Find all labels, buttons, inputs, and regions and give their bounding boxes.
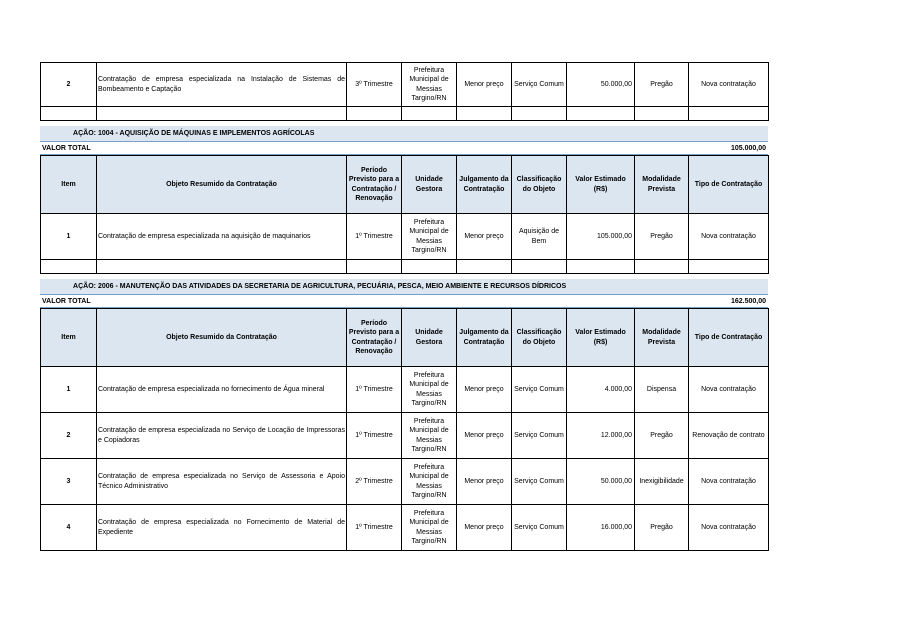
classificacao-cell: Serviço Comum [512,459,567,505]
valor-cell: 4.000,00 [567,367,635,413]
top-table [40,62,769,121]
header-classificacao: Classificação do Objeto [512,309,567,367]
modalidade-cell: Pregão [635,413,689,459]
header-unidade: Unidade Gestora [402,309,457,367]
julgamento-cell: Menor preço [457,413,512,459]
header-valor: Valor Estimado (R$) [567,309,635,367]
valor-cell: 50.000,00 [567,459,635,505]
header-julgamento: Julgamento da Contratação [457,309,512,367]
header-item: Item [41,156,97,214]
procurement-plan-sheet [40,0,768,551]
header-item: Item [41,309,97,367]
modalidade-cell: Inexigibilidade [635,459,689,505]
periodo-cell: 2º Trimestre [347,459,402,505]
empty-row [41,260,769,274]
modalidade-cell: Pregão [635,505,689,551]
header-julgamento: Julgamento da Contratação [457,156,512,214]
valor-total-bar [40,295,768,308]
unidade-cell: Prefeitura Municipal de Messias Targino/RN [402,505,457,551]
valor-cell: 50.000,00 [567,63,635,107]
acao-bar [40,126,768,142]
item-cell: 1 [41,367,97,413]
tipo-cell: Nova contratação [689,214,769,260]
periodo-cell: 1º Trimestre [347,413,402,459]
header-objeto: Objeto Resumido da Contratação [97,156,347,214]
valor-total-amount: 162.500,00 [730,297,766,305]
table-row [41,459,769,505]
acao-bar [40,279,768,295]
periodo-cell: 1º Trimestre [347,214,402,260]
empty-row [41,107,769,121]
valor-cell: 105.000,00 [567,214,635,260]
header-modalidade: Modalidade Prevista [635,309,689,367]
header-row [41,156,769,214]
header-periodo: Período Previsto para a Contratação / Renovação [347,309,402,367]
table-row [41,367,769,413]
classificacao-cell: Aquisição de Bem [512,214,567,260]
item-cell: 2 [41,63,97,107]
header-valor: Valor Estimado (R$) [567,156,635,214]
periodo-cell: 1º Trimestre [347,367,402,413]
acao-title: 2006 - MANUTENÇÃO DAS ATIVIDADES DA SECRETARIA DE AGRICULTURA, PECUÁRIA, PESCA, MEIO AMBIENTE E RECURSOS DÍDRICOS [98,283,567,290]
classificacao-cell: Serviço Comum [512,413,567,459]
valor-total-label: VALOR TOTAL [42,297,91,305]
objeto-cell: Contratação de empresa especializada no Serviço de Assessoria e Apoio Técnico Administrativo [97,459,347,505]
table-row [41,214,769,260]
julgamento-cell: Menor preço [457,214,512,260]
unidade-cell: Prefeitura Municipal de Messias Targino/RN [402,367,457,413]
section-table [40,155,769,274]
classificacao-cell: Serviço Comum [512,367,567,413]
objeto-cell: Contratação de empresa especializada no Serviço de Locação de Impressoras e Copiadoras [97,413,347,459]
modalidade-cell: Pregão [635,63,689,107]
julgamento-cell: Menor preço [457,459,512,505]
julgamento-cell: Menor preço [457,63,512,107]
modalidade-cell: Pregão [635,214,689,260]
julgamento-cell: Menor preço [457,505,512,551]
valor-total-amount: 105.000,00 [730,144,766,152]
header-classificacao: Classificação do Objeto [512,156,567,214]
acao-title: 1004 - AQUISIÇÃO DE MÁQUINAS E IMPLEMENTOS AGRÍCOLAS [98,130,315,137]
header-modalidade: Modalidade Prevista [635,156,689,214]
acao-label: AÇÃO: [73,130,96,137]
objeto-cell: Contratação de empresa especializada na Instalação de Sistemas de Bombeamento e Captação [97,63,347,107]
classificacao-cell: Serviço Comum [512,505,567,551]
objeto-cell: Contratação de empresa especializada no Fornecimento de Material de Expediente [97,505,347,551]
objeto-cell: Contratação de empresa especializada no fornecimento de Água mineral [97,367,347,413]
header-tipo: Tipo de Contratação [689,309,769,367]
unidade-cell: Prefeitura Municipal de Messias Targino/RN [402,459,457,505]
unidade-cell: Prefeitura Municipal de Messias Targino/RN [402,214,457,260]
tipo-cell: Renovação de contrato [689,413,769,459]
tipo-cell: Nova contratação [689,63,769,107]
item-cell: 1 [41,214,97,260]
table-row [41,63,769,107]
valor-total-bar [40,142,768,155]
header-row [41,309,769,367]
classificacao-cell: Serviço Comum [512,63,567,107]
header-periodo: Período Previsto para a Contratação / Renovação [347,156,402,214]
periodo-cell: 1º Trimestre [347,505,402,551]
periodo-cell: 3º Trimestre [347,63,402,107]
header-tipo: Tipo de Contratação [689,156,769,214]
item-cell: 3 [41,459,97,505]
julgamento-cell: Menor preço [457,367,512,413]
table-row [41,413,769,459]
table-row [41,505,769,551]
unidade-cell: Prefeitura Municipal de Messias Targino/RN [402,63,457,107]
valor-total-label: VALOR TOTAL [42,144,91,152]
objeto-cell: Contratação de empresa especializada na aquisição de maquinarios [97,214,347,260]
tipo-cell: Nova contratação [689,505,769,551]
header-objeto: Objeto Resumido da Contratação [97,309,347,367]
section-table [40,308,769,551]
modalidade-cell: Dispensa [635,367,689,413]
tipo-cell: Nova contratação [689,459,769,505]
unidade-cell: Prefeitura Municipal de Messias Targino/RN [402,413,457,459]
item-cell: 2 [41,413,97,459]
acao-label: AÇÃO: [73,283,96,290]
tipo-cell: Nova contratação [689,367,769,413]
valor-cell: 16.000,00 [567,505,635,551]
valor-cell: 12.000,00 [567,413,635,459]
item-cell: 4 [41,505,97,551]
header-unidade: Unidade Gestora [402,156,457,214]
